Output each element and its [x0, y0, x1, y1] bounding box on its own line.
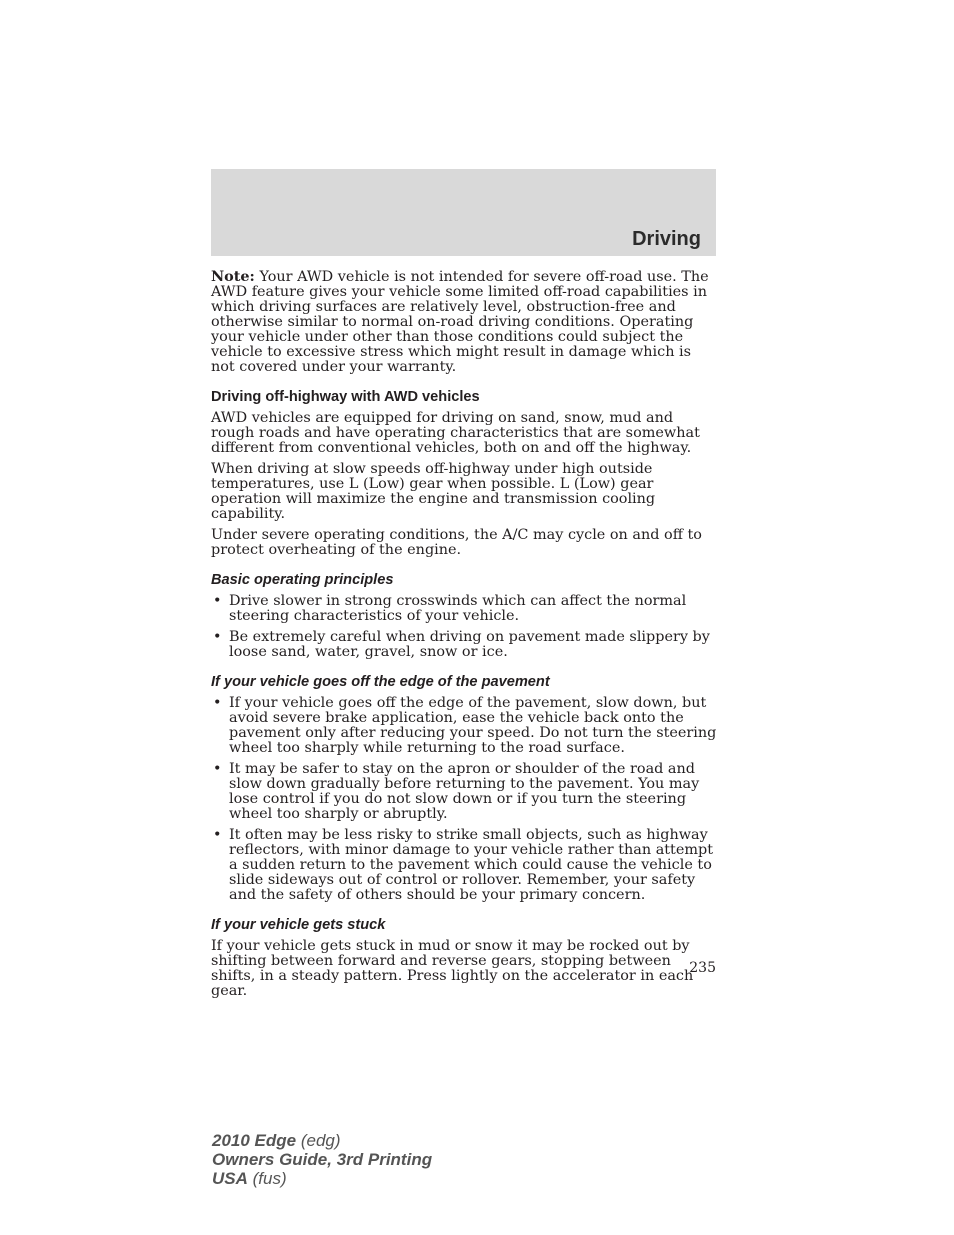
footer-market: USA: [212, 1169, 248, 1188]
paragraph: When driving at slow speeds off-highway under high outside temperatures, use L (Low) gear when possible. L (Low) gear operation will maximize the engine and transmission cooling capability.: [211, 461, 656, 522]
section-header-band: [211, 169, 716, 256]
bullet-list: [211, 696, 718, 903]
list-item: • Be extremely careful when driving on pavement made slippery by loose sand, water, gravel, snow or ice.: [211, 630, 718, 660]
paragraph: If your vehicle gets stuck in mud or snow it may be rocked out by shifting between forward and reverse gears, stopping between shifts, in a steady pattern. Press lightly on the accelerator in each gear.: [211, 938, 694, 999]
footer-line-model: [212, 1131, 432, 1150]
heading-basic-principles: Basic operating principles: [211, 572, 394, 588]
page-content: [211, 269, 718, 1005]
heading-gets-stuck: If your vehicle gets stuck: [211, 917, 386, 933]
bullet-list: [211, 594, 718, 660]
note-label: Note:: [211, 268, 255, 285]
list-item: • Drive slower in strong crosswinds which can affect the normal steering characteristics of your vehicle.: [211, 594, 718, 624]
footer-market-code: (fus): [247, 1169, 287, 1188]
heading-off-highway: Driving off-highway with AWD vehicles: [211, 389, 480, 405]
footer-model-code: (edg): [296, 1131, 341, 1150]
list-item: • It may be safer to stay on the apron or shoulder of the road and slow down gradually before returning to the pavement. You may lose control if you do not slow down or if you turn the steering wheel too sharply or abruptly.: [211, 762, 718, 822]
list-item: • If your vehicle goes off the edge of the pavement, slow down, but avoid severe brake application, ease the vehicle back onto the pavement only after reducing your speed. Do not turn the steering wheel too sharply while returning to the road surface.: [211, 696, 718, 756]
footer-line-market: [212, 1169, 432, 1188]
footer-edition: Owners Guide, 3rd Printing: [212, 1150, 433, 1169]
heading-off-pavement: If your vehicle goes off the edge of the pavement: [211, 674, 550, 690]
note-text: Your AWD vehicle is not intended for severe off-road use. The AWD feature gives your vehicle some limited off-road capabilities in which driving surfaces are relatively level, obstruction-free and otherwise similar to normal on-road driving conditions. Operating your vehicle under other than those conditions could subject the vehicle to excessive stress which might result in damage which is not covered under your warranty.: [211, 269, 709, 375]
note-paragraph: [211, 269, 718, 375]
paragraph: AWD vehicles are equipped for driving on sand, snow, mud and rough roads and have operating characteristics that are somewhat different from conventional vehicles, both on and off the highway.: [211, 410, 700, 456]
list-item: • It often may be less risky to strike small objects, such as highway reflectors, with minor damage to your vehicle rather than attempt a sudden return to the pavement which could cause the vehicle to slide sideways out of control or rollover. Remember, your safety and the safety of others should be your primary concern.: [211, 828, 718, 903]
page-number: 235: [689, 960, 716, 976]
paragraph: Under severe operating conditions, the A/C may cycle on and off to protect overheating of the engine.: [211, 527, 702, 558]
document-footer: [212, 1131, 432, 1188]
section-title: Driving: [632, 228, 701, 250]
footer-model: 2010 Edge: [212, 1131, 297, 1150]
